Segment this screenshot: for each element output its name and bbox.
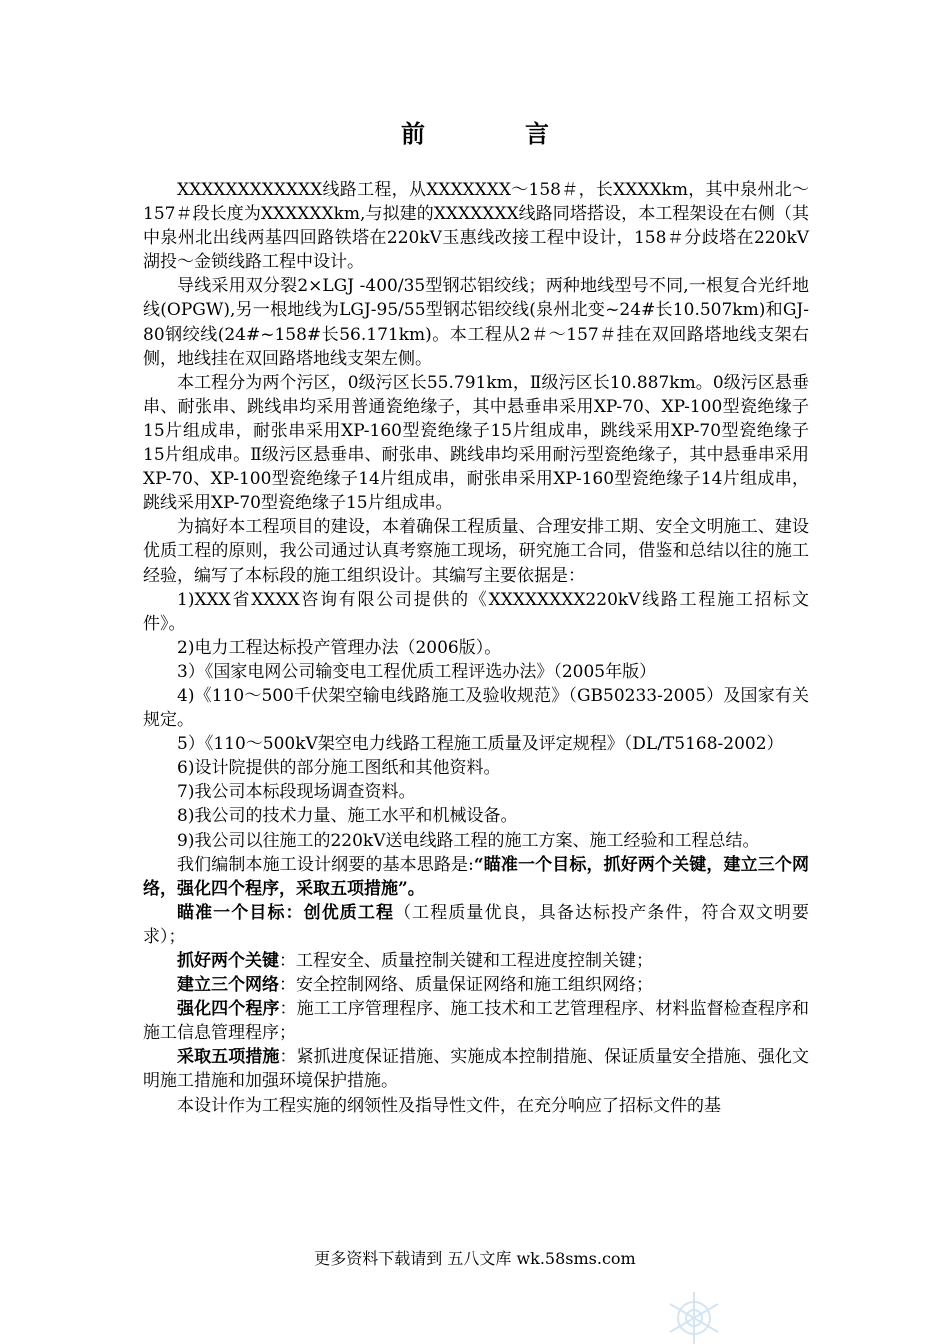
paragraph bbox=[143, 997, 809, 1045]
paragraph bbox=[143, 371, 809, 516]
text: ：紧抓进度保证措施、实施成本控制措施、保证质量安全措施、强化文明施工措施和加强环境保护措施。 bbox=[143, 1047, 809, 1092]
paragraph bbox=[143, 829, 809, 853]
paragraph bbox=[143, 588, 809, 636]
text: 我们编制本施工设计纲要的基本思路是: bbox=[177, 854, 474, 875]
bold-text: “瞄准一个目标，抓好两个关键，建立三个网络，强化四个程序，采取五项措施”。 bbox=[143, 854, 810, 899]
paragraph bbox=[143, 804, 809, 828]
paragraph bbox=[143, 901, 809, 949]
text: （工程质量优良，具备达标投产条件，符合双文明要求）； bbox=[143, 902, 810, 947]
text: ：施工工序管理程序、施工技术和工艺管理程序、材料监督检查程序和施工信息管理程序； bbox=[143, 999, 809, 1044]
page-title: 前 言 bbox=[401, 120, 587, 148]
paragraph bbox=[143, 973, 809, 997]
paragraph bbox=[143, 684, 809, 732]
paragraph bbox=[143, 274, 809, 370]
bold-text: 建立三个网络 bbox=[177, 975, 279, 996]
footer-link[interactable]: 更多资料下载请到 五八文库 wk.58sms.com bbox=[314, 1249, 636, 1268]
text: 导线采用双分裂2×LGJ -400/35型钢芯铝绞线；两种地线型号不同,一根复合光纤地线(OPGW),另一根地线为LGJ-95/55型钢芯铝绞线(泉州北变~24#长10.507km)和GJ-80钢绞线(24#~158#长56.171km)。本工程从2＃～157＃挂在双回路塔地线支架右侧，地线挂在双回路塔地线支架左侧。 bbox=[143, 276, 809, 369]
paragraph bbox=[143, 1094, 809, 1118]
paragraph bbox=[143, 780, 809, 804]
bold-text: 采取五项措施 bbox=[177, 1047, 280, 1068]
paragraph bbox=[143, 1045, 809, 1093]
text: 为搞好本工程项目的建设，本着确保工程质量、合理安排工期、安全文明施工、建设优质工程的原则，我公司通过认真考察施工现场，研究施工合同，借鉴和总结以往的施工经验，编写了本标段的施工组织设计。其编写主要依据是： bbox=[143, 517, 809, 586]
text: 本工程分为两个污区，0级污区长55.791km，Ⅱ级污区长10.887km。0级污区悬垂串、耐张串、跳线串均采用普通瓷绝缘子，其中悬垂串采用XP-70、XP-100型瓷绝缘子15片组成串，耐张串采用XP-160型瓷绝缘子15片组成串，跳线采用XP-70型瓷绝缘子15片组成串。Ⅱ级污区悬垂串、耐张串、跳线串均采用耐污型瓷绝缘子，其中悬垂串采用XP-70、XP-100型瓷绝缘子14片组成串，耐张串采用XP-160型瓷绝缘子14片组成串，跳线采用XP-70型瓷绝缘子15片组成串。 bbox=[143, 372, 809, 514]
text: XXXXXXXXXXXX线路工程，从XXXXXXX～158＃，长XXXXkm，其中泉州北～157＃段长度为XXXXXXkm,与拟建的XXXXXXX线路同塔搭设，本工程架设在右侧（其中泉州北出线两基四回路铁塔在220kV玉惠线改接工程中设计，158＃分歧塔在220kV湖投～金锁线路工程中设计。 bbox=[143, 180, 809, 273]
text: 3）《国家电网公司输变电工程优质工程评选办法》（2005年版） bbox=[177, 661, 657, 682]
text: 7)我公司本标段现场调查资料。 bbox=[177, 782, 416, 803]
text: 本设计作为工程实施的纲领性及指导性文件，在充分响应了招标文件的基 bbox=[177, 1095, 721, 1116]
text: ：工程安全、质量控制关键和工程进度控制关键； bbox=[279, 951, 653, 971]
text: 2)电力工程达标投产管理办法（2006版）。 bbox=[177, 637, 502, 658]
text: 1)XXX省XXXX咨询有限公司提供的《XXXXXXXX220kV线路工程施工招标文件》。 bbox=[143, 589, 809, 634]
paragraph bbox=[143, 636, 809, 660]
snowflake-watermark-icon bbox=[652, 1272, 736, 1344]
bold-text: 强化四个程序 bbox=[177, 999, 280, 1020]
text: 5）《110～500kV架空电力线路工程施工质量及评定规程》（DL/T5168-2002） bbox=[177, 734, 784, 755]
paragraph bbox=[143, 732, 809, 756]
bold-text: 抓好两个关键 bbox=[177, 951, 279, 971]
text: 4)《110～500千伏架空输电线路施工及验收规范》（GB50233-2005）及国家有关规定。 bbox=[143, 685, 809, 731]
text: 8)我公司的技术力量、施工水平和机械设备。 bbox=[177, 806, 518, 827]
paragraph bbox=[143, 178, 809, 274]
text: 6)设计院提供的部分施工图纸和其他资料。 bbox=[177, 758, 501, 779]
paragraph bbox=[143, 853, 809, 901]
text: ：安全控制网络、质量保证网络和施工组织网络； bbox=[279, 975, 653, 996]
paragraph bbox=[143, 515, 809, 587]
document-body bbox=[143, 178, 809, 1118]
paragraph bbox=[143, 756, 809, 780]
paragraph bbox=[143, 660, 809, 684]
paragraph bbox=[143, 949, 809, 973]
text: 9)我公司以往施工的220kV送电线路工程的施工方案、施工经验和工程总结。 bbox=[177, 830, 760, 851]
bold-text: 瞄准一个目标：创优质工程 bbox=[177, 902, 395, 923]
